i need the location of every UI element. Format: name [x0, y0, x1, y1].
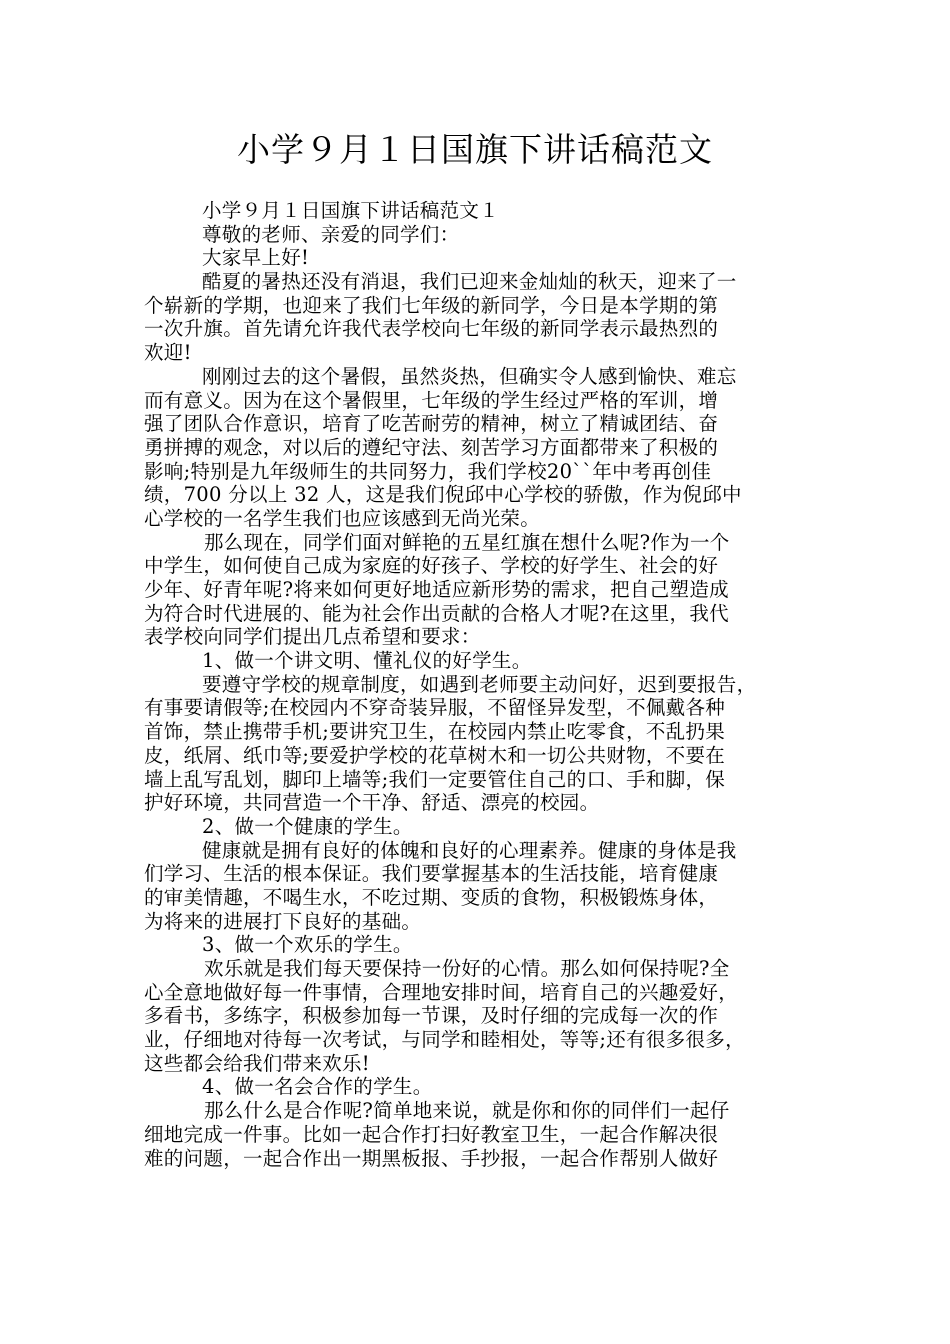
text-line: 这些都会给我们带来欢乐! — [144, 1051, 370, 1075]
text-line: 尊敬的老师、亲爱的同学们： — [202, 222, 460, 246]
text-line: 少年、好青年呢?将来如何更好地适应新形势的需求，把自己塑造成 — [144, 578, 729, 601]
text-line: 们学习、生活的根本保证。我们要掌握基本的生活技能，培育健康 — [144, 862, 719, 886]
text-line: 大家早上好! — [202, 246, 310, 270]
text-line: 而有意义。因为在这个暑假里，七年级的学生经过严格的军训，增 — [144, 388, 719, 412]
text-line: 心学校的一名学生我们也应该感到无尚光荣。 — [144, 506, 541, 530]
document-body — [144, 199, 812, 1170]
text-line: 影响;特别是九年级师生的共同努力，我们学校20``年中考再创佳 — [144, 459, 712, 483]
text-line: 1、做一个讲文明、懂礼仪的好学生。 — [202, 649, 532, 673]
text-line: 绩，700 分以上 32 人，这是我们倪邱中心学校的骄傲，作为倪邱中 — [144, 483, 742, 507]
text-line: 个崭新的学期，也迎来了我们七年级的新同学，今日是本学期的第 — [144, 293, 719, 317]
text-line: 有事要请假等;在校园内不穿奇装异服，不留怪异发型，不佩戴各种 — [144, 696, 726, 720]
text-line: 那么什么是合作呢?简单地来说，就是你和你的同伴们一起仔 — [204, 1099, 730, 1123]
text-line: 为符合时代进展的、能为社会作出贡献的合格人才呢?在这里，我代 — [144, 601, 729, 625]
text-line: 小学９月１日国旗下讲话稿范文１ — [202, 199, 500, 222]
text-line: 强了团队合作意识，培育了吃苦耐劳的精神，树立了精诚团结、奋 — [144, 412, 719, 436]
text-line: 业，仔细地对待每一次考试，与同学和睦相处，等等;还有很多很多， — [144, 1028, 745, 1052]
text-line: 要遵守学校的规章制度，如遇到老师要主动问好，迟到要报告， — [202, 672, 757, 696]
text-line: 勇拼搏的观念，对以后的遵纪守法、刻苦学习方面都带来了积极的 — [144, 435, 719, 459]
text-line: 刚刚过去的这个暑假，虽然炎热，但确实令人感到愉快、难忘 — [202, 364, 737, 388]
text-line: 的审美情趣，不喝生水，不吃过期、变质的食物，积极锻炼身体， — [144, 885, 719, 909]
text-line: 细地完成一件事。比如一起合作打扫好教室卫生，一起合作解决很 — [144, 1122, 719, 1146]
text-line: 心全意地做好每一件事情，合理地安排时间，培育自己的兴趣爱好， — [144, 980, 739, 1004]
text-line: 欢迎! — [144, 341, 192, 365]
text-line: 健康就是拥有良好的体魄和良好的心理素养。健康的身体是我 — [202, 838, 737, 862]
text-line: 中学生，如何使自己成为家庭的好孩子、学校的好学生、社会的好 — [144, 554, 719, 578]
text-line: 首饰，禁止携带手机;要讲究卫生，在校园内禁止吃零食，不乱扔果 — [144, 720, 726, 744]
text-line: 多看书，多练字，积极参加每一节课，及时仔细的完成每一次的作 — [144, 1004, 719, 1028]
text-line: 2、做一个健康的学生。 — [202, 814, 413, 838]
text-line: 一次升旗。首先请允许我代表学校向七年级的新同学表示最热烈的 — [144, 317, 719, 341]
text-line: 酷夏的暑热还没有消退，我们已迎来金灿灿的秋天，迎来了一 — [202, 270, 737, 294]
text-line: 难的问题，一起合作出一期黑板报、手抄报，一起合作帮别人做好 — [144, 1146, 719, 1170]
text-line: 墙上乱写乱划，脚印上墙等;我们一定要管住自己的口、手和脚，保 — [144, 767, 726, 791]
text-line: 4、做一名会合作的学生。 — [202, 1075, 433, 1099]
text-line: 皮，纸屑、纸巾等;要爱护学校的花草树木和一切公共财物，不要在 — [144, 743, 726, 767]
document-title: 小学９月１日国旗下讲话稿范文 — [237, 130, 713, 169]
text-line: 为将来的进展打下良好的基础。 — [144, 909, 422, 933]
text-line: 3、做一个欢乐的学生。 — [202, 933, 413, 957]
text-line: 欢乐就是我们每天要保持一份好的心情。那么如何保持呢?全 — [204, 957, 730, 980]
text-line: 那么现在，同学们面对鲜艳的五星红旗在想什么呢?作为一个 — [204, 530, 730, 554]
text-line: 表学校向同学们提出几点希望和要求： — [144, 625, 481, 649]
text-line: 护好环境，共同营造一个干净、舒适、漂亮的校园。 — [144, 791, 600, 815]
